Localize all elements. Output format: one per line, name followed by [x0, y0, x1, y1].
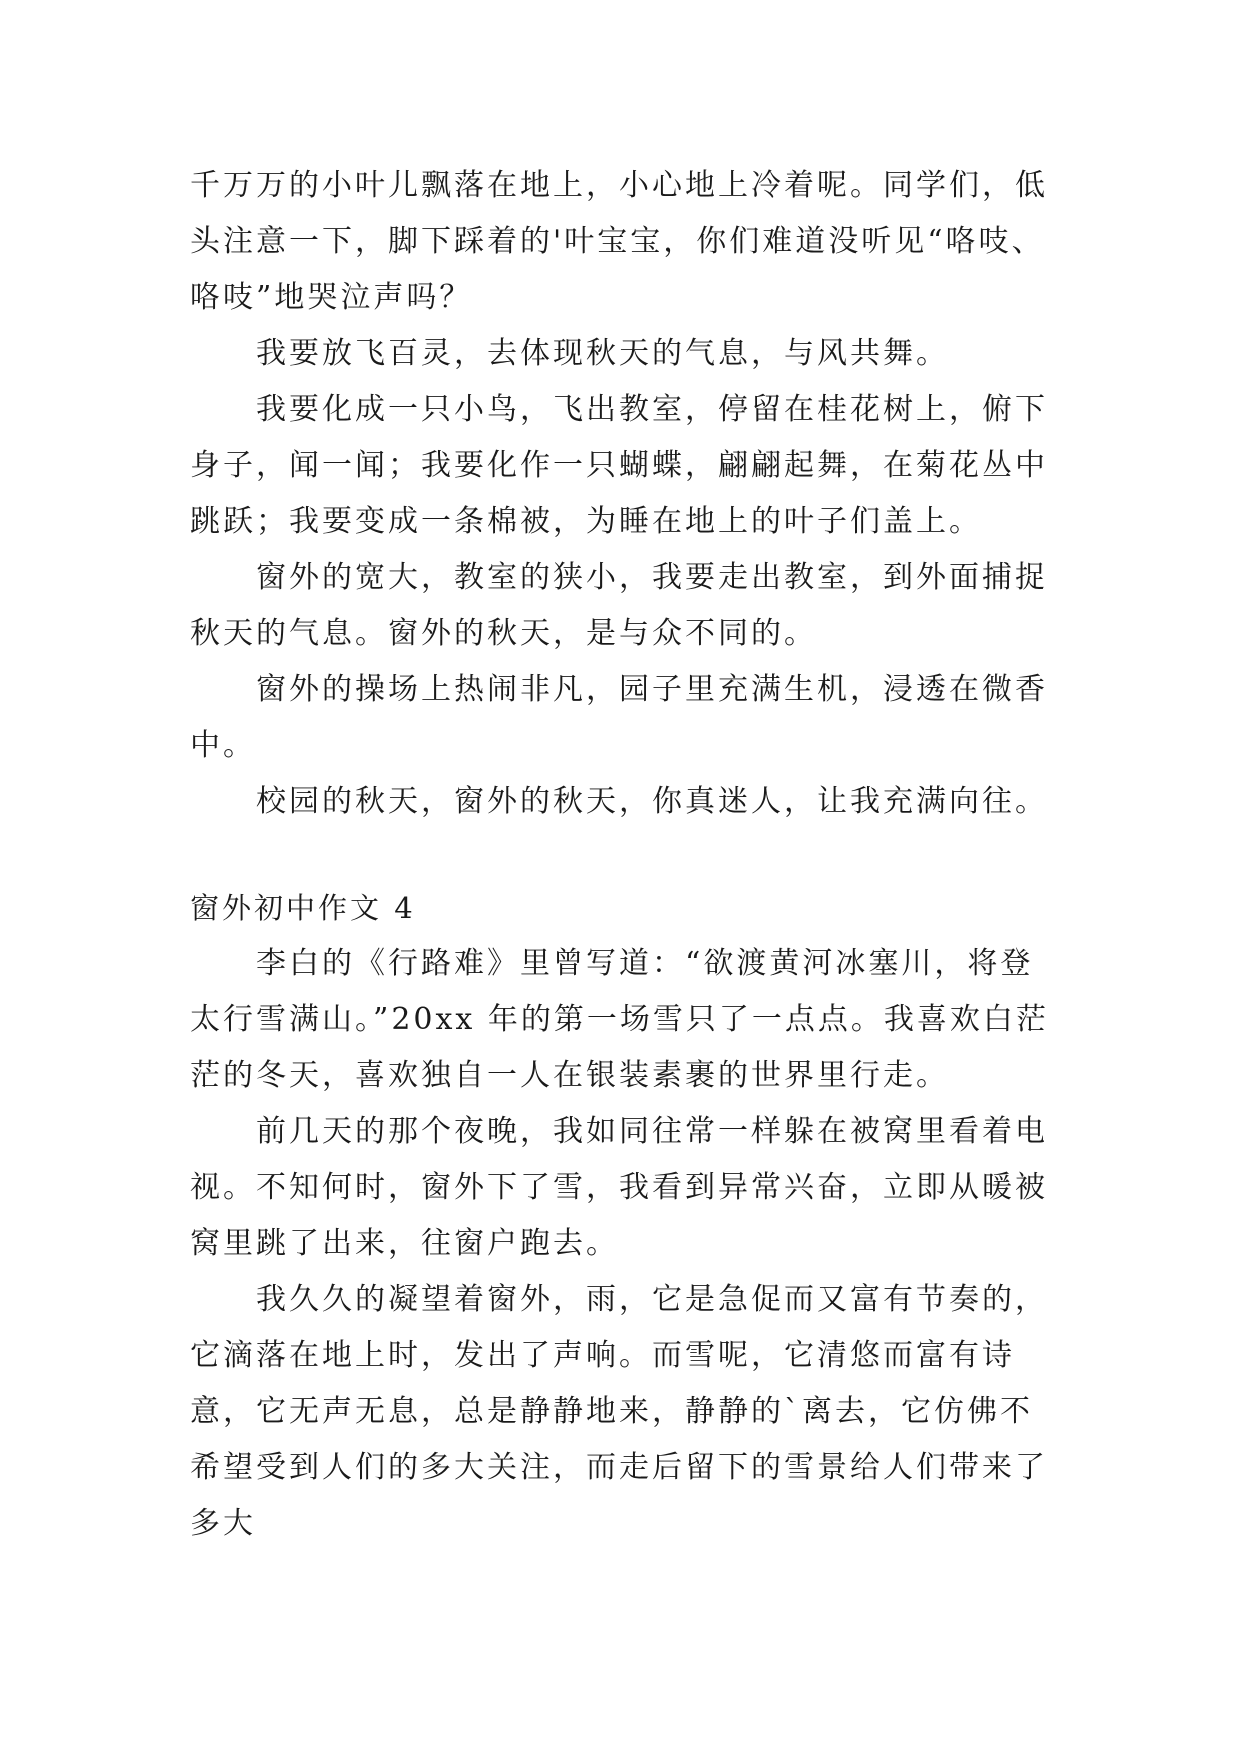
paragraph-4: 窗外的宽大，教室的狭小，我要走出教室，到外面捕捉秋天的气息。窗外的秋天，是与众不同的。: [190, 560, 1048, 651]
section-gap: [190, 830, 1050, 880]
paragraph-3: 我要化成一只小鸟，飞出教室，停留在桂花树上，俯下身子，闻一闻；我要化作一只蝴蝶，翩翩起舞，在菊花丛中跳跃；我要变成一条棉被，为睡在地上的叶子们盖上。: [190, 392, 1048, 539]
paragraph-6: 校园的秋天，窗外的秋天，你真迷人，让我充满向往。: [256, 784, 1048, 819]
section-title: 窗外初中作文 4: [190, 891, 416, 925]
document-body: [190, 158, 1050, 1552]
paragraph-1: 千万万的小叶儿飘落在地上，小心地上冷着呢。同学们，低头注意一下，脚下踩着的'叶宝宝，你们难道没听见“咯吱、咯吱”地哭泣声吗？: [190, 168, 1048, 315]
paragraph-7: 李白的《行路难》里曾写道：“欲渡黄河冰塞川，将登太行雪满山。”20xx 年的第一场雪只了一点点。我喜欢白茫茫的冬天，喜欢独自一人在银装素裹的世界里行走。: [190, 946, 1049, 1093]
paragraph-8: 前几天的那个夜晚，我如同往常一样躲在被窝里看着电视。不知何时，窗外下了雪，我看到异常兴奋，立即从暖被窝里跳了出来，往窗户跑去。: [190, 1114, 1048, 1261]
paragraph-5: 窗外的操场上热闹非凡，园子里充满生机，浸透在微香中。: [190, 672, 1048, 763]
paragraph-9: 我久久的凝望着窗外，雨，它是急促而又富有节奏的，它滴落在地上时，发出了声响。而雪呢，它清悠而富有诗意，它无声无息，总是静静地来，静静的`离去，它仿佛不希望受到人们的多大关注，而走后留下的雪景给人们带来了多大: [190, 1282, 1048, 1541]
paragraph-2: 我要放飞百灵，去体现秋天的气息，与风共舞。: [256, 336, 949, 371]
